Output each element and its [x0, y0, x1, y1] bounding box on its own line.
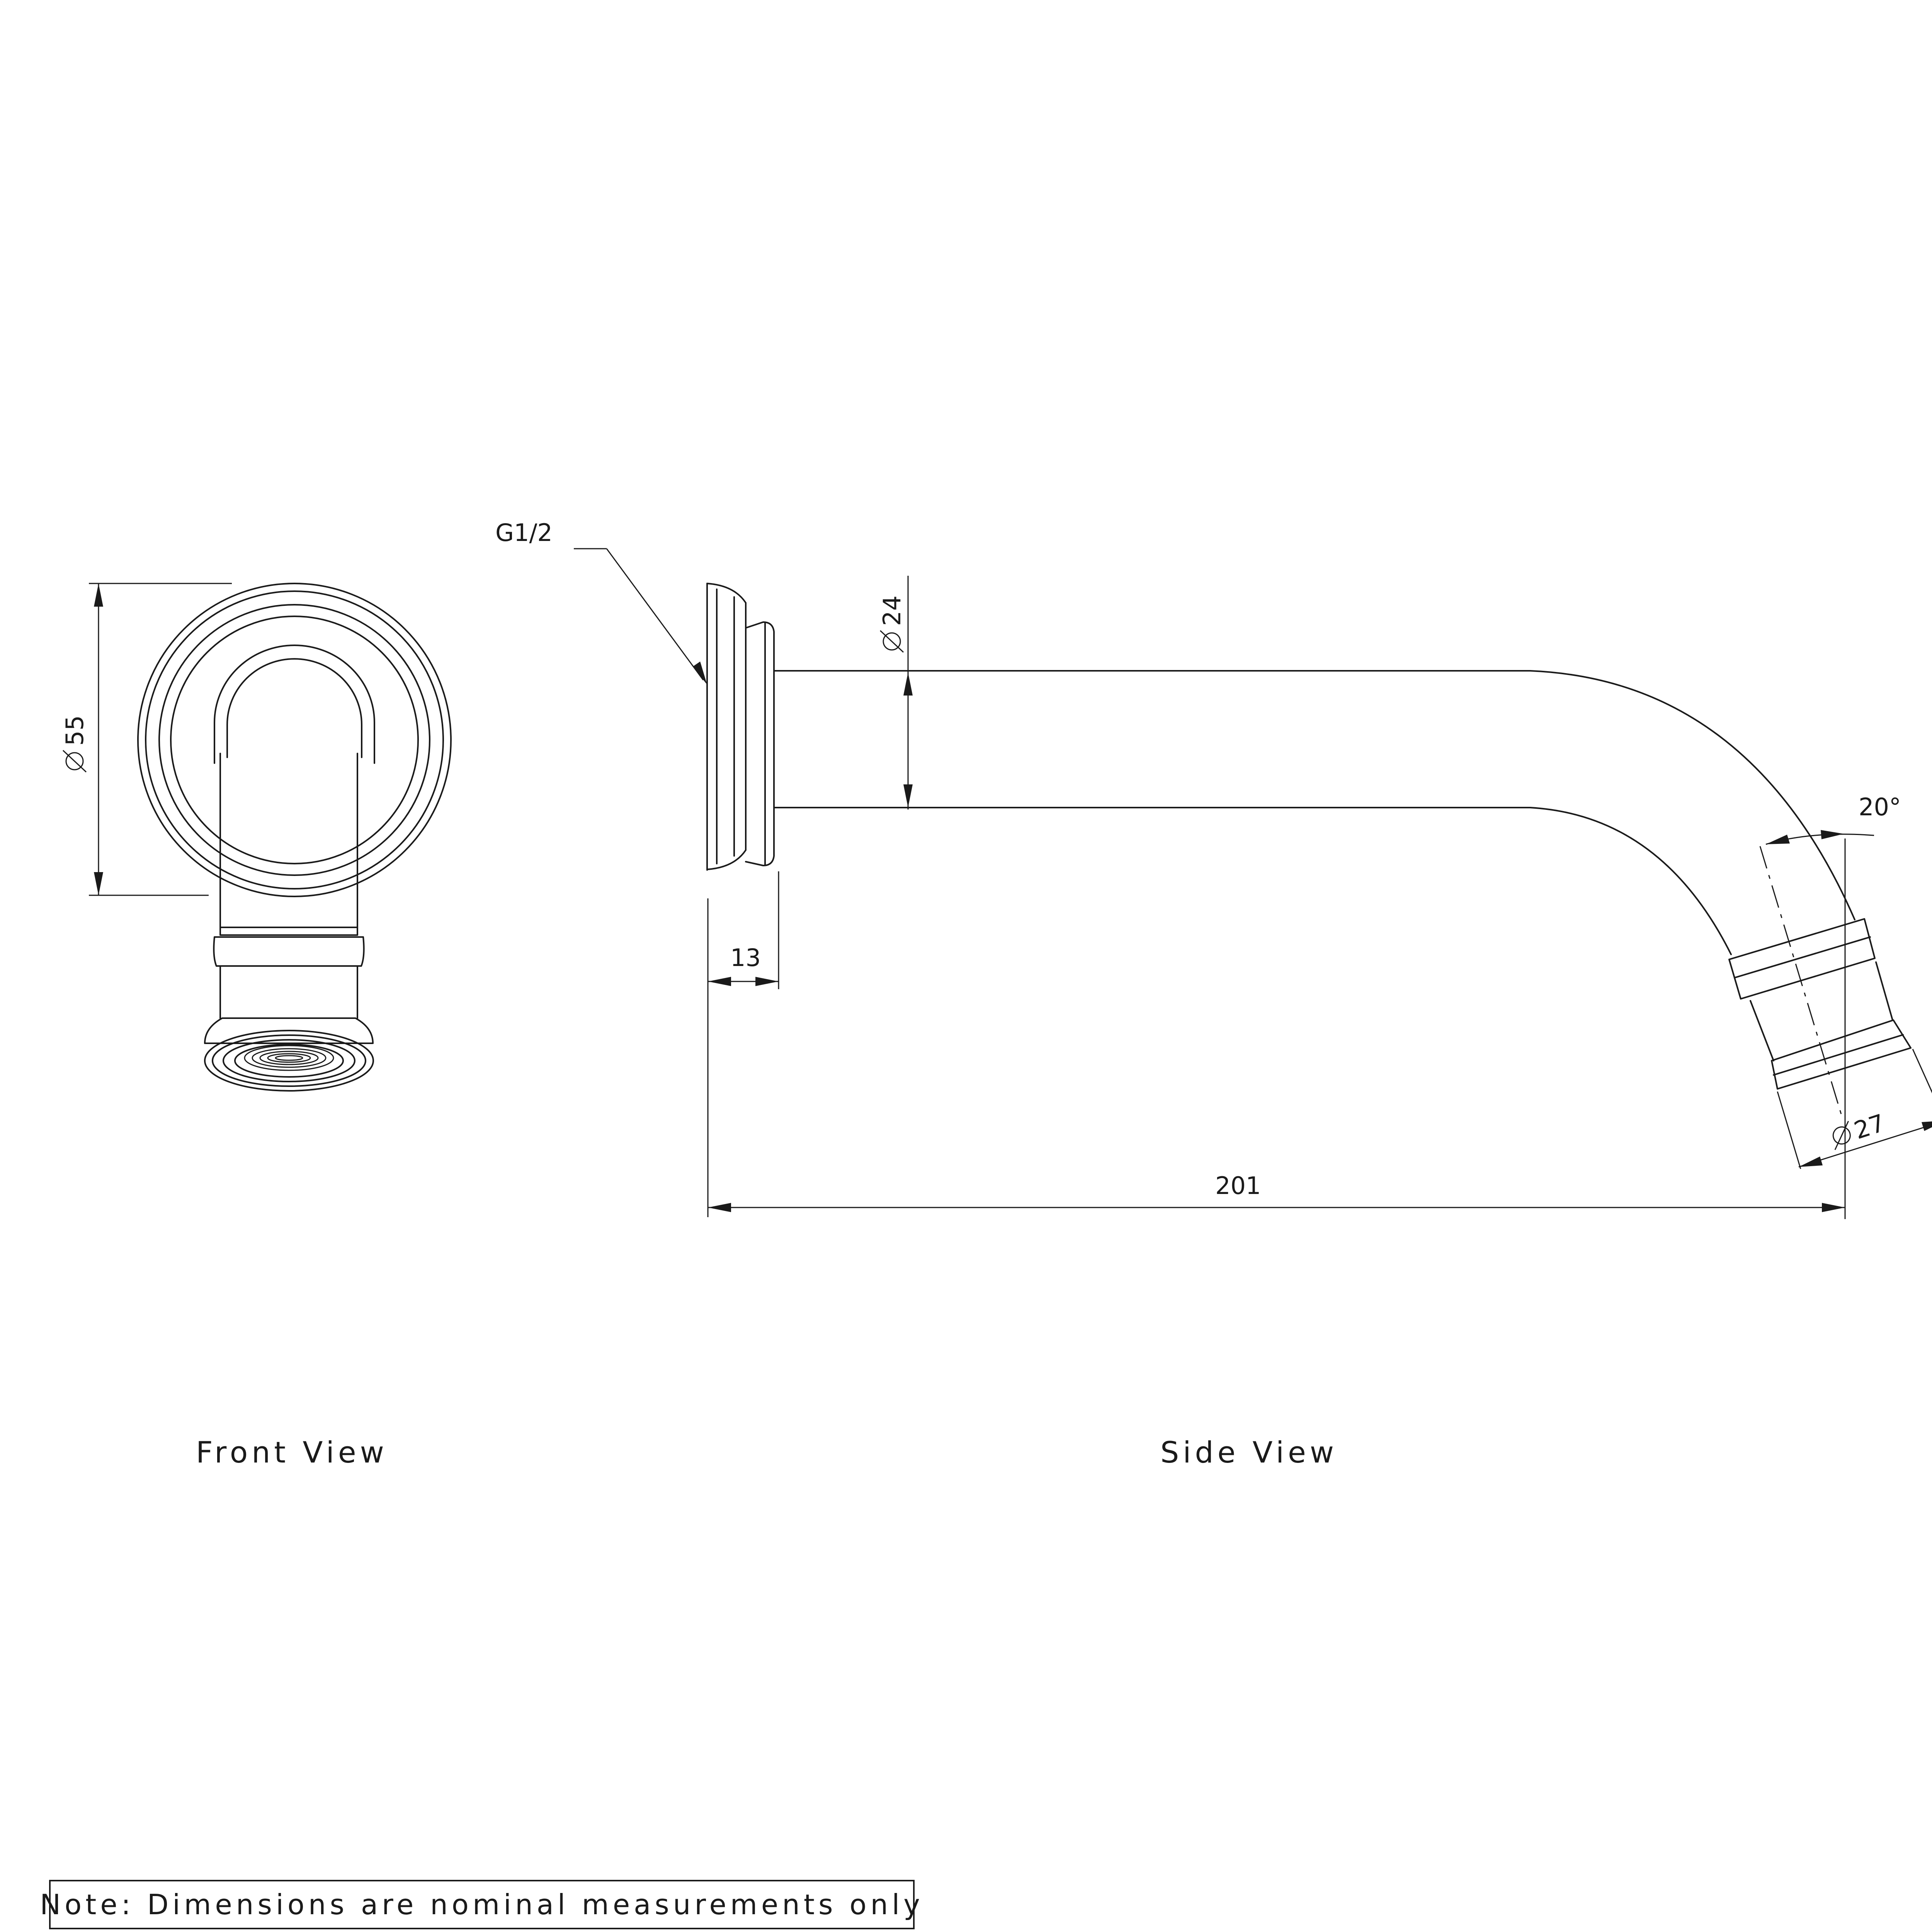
side-view-label: Side View: [1160, 1435, 1338, 1469]
spout-angle-label: 20°: [1859, 793, 1901, 821]
front-diameter-label: 55: [61, 715, 89, 746]
flange-thickness-dimension: [708, 871, 779, 1217]
spout-angle-dimension: [1760, 793, 1901, 1121]
thread-callout: [495, 519, 707, 685]
front-view-drawing: [138, 583, 451, 1091]
note-text: Note: Dimensions are nominal measurements only: [40, 1888, 924, 1921]
projection-label: 201: [1215, 1172, 1261, 1200]
pipe-diameter-label: 24: [878, 595, 906, 626]
thread-label: G1/2: [495, 519, 553, 547]
outlet-diameter-label: 27: [1850, 1108, 1889, 1145]
front-view-label: Front View: [196, 1435, 388, 1469]
flange-thickness-label: 13: [730, 944, 761, 972]
side-view-drawing: [707, 583, 1911, 1089]
projection-dimension: [708, 838, 1845, 1219]
dimensions-note: [40, 1880, 924, 1929]
pipe-diameter-dimension: [878, 576, 913, 810]
